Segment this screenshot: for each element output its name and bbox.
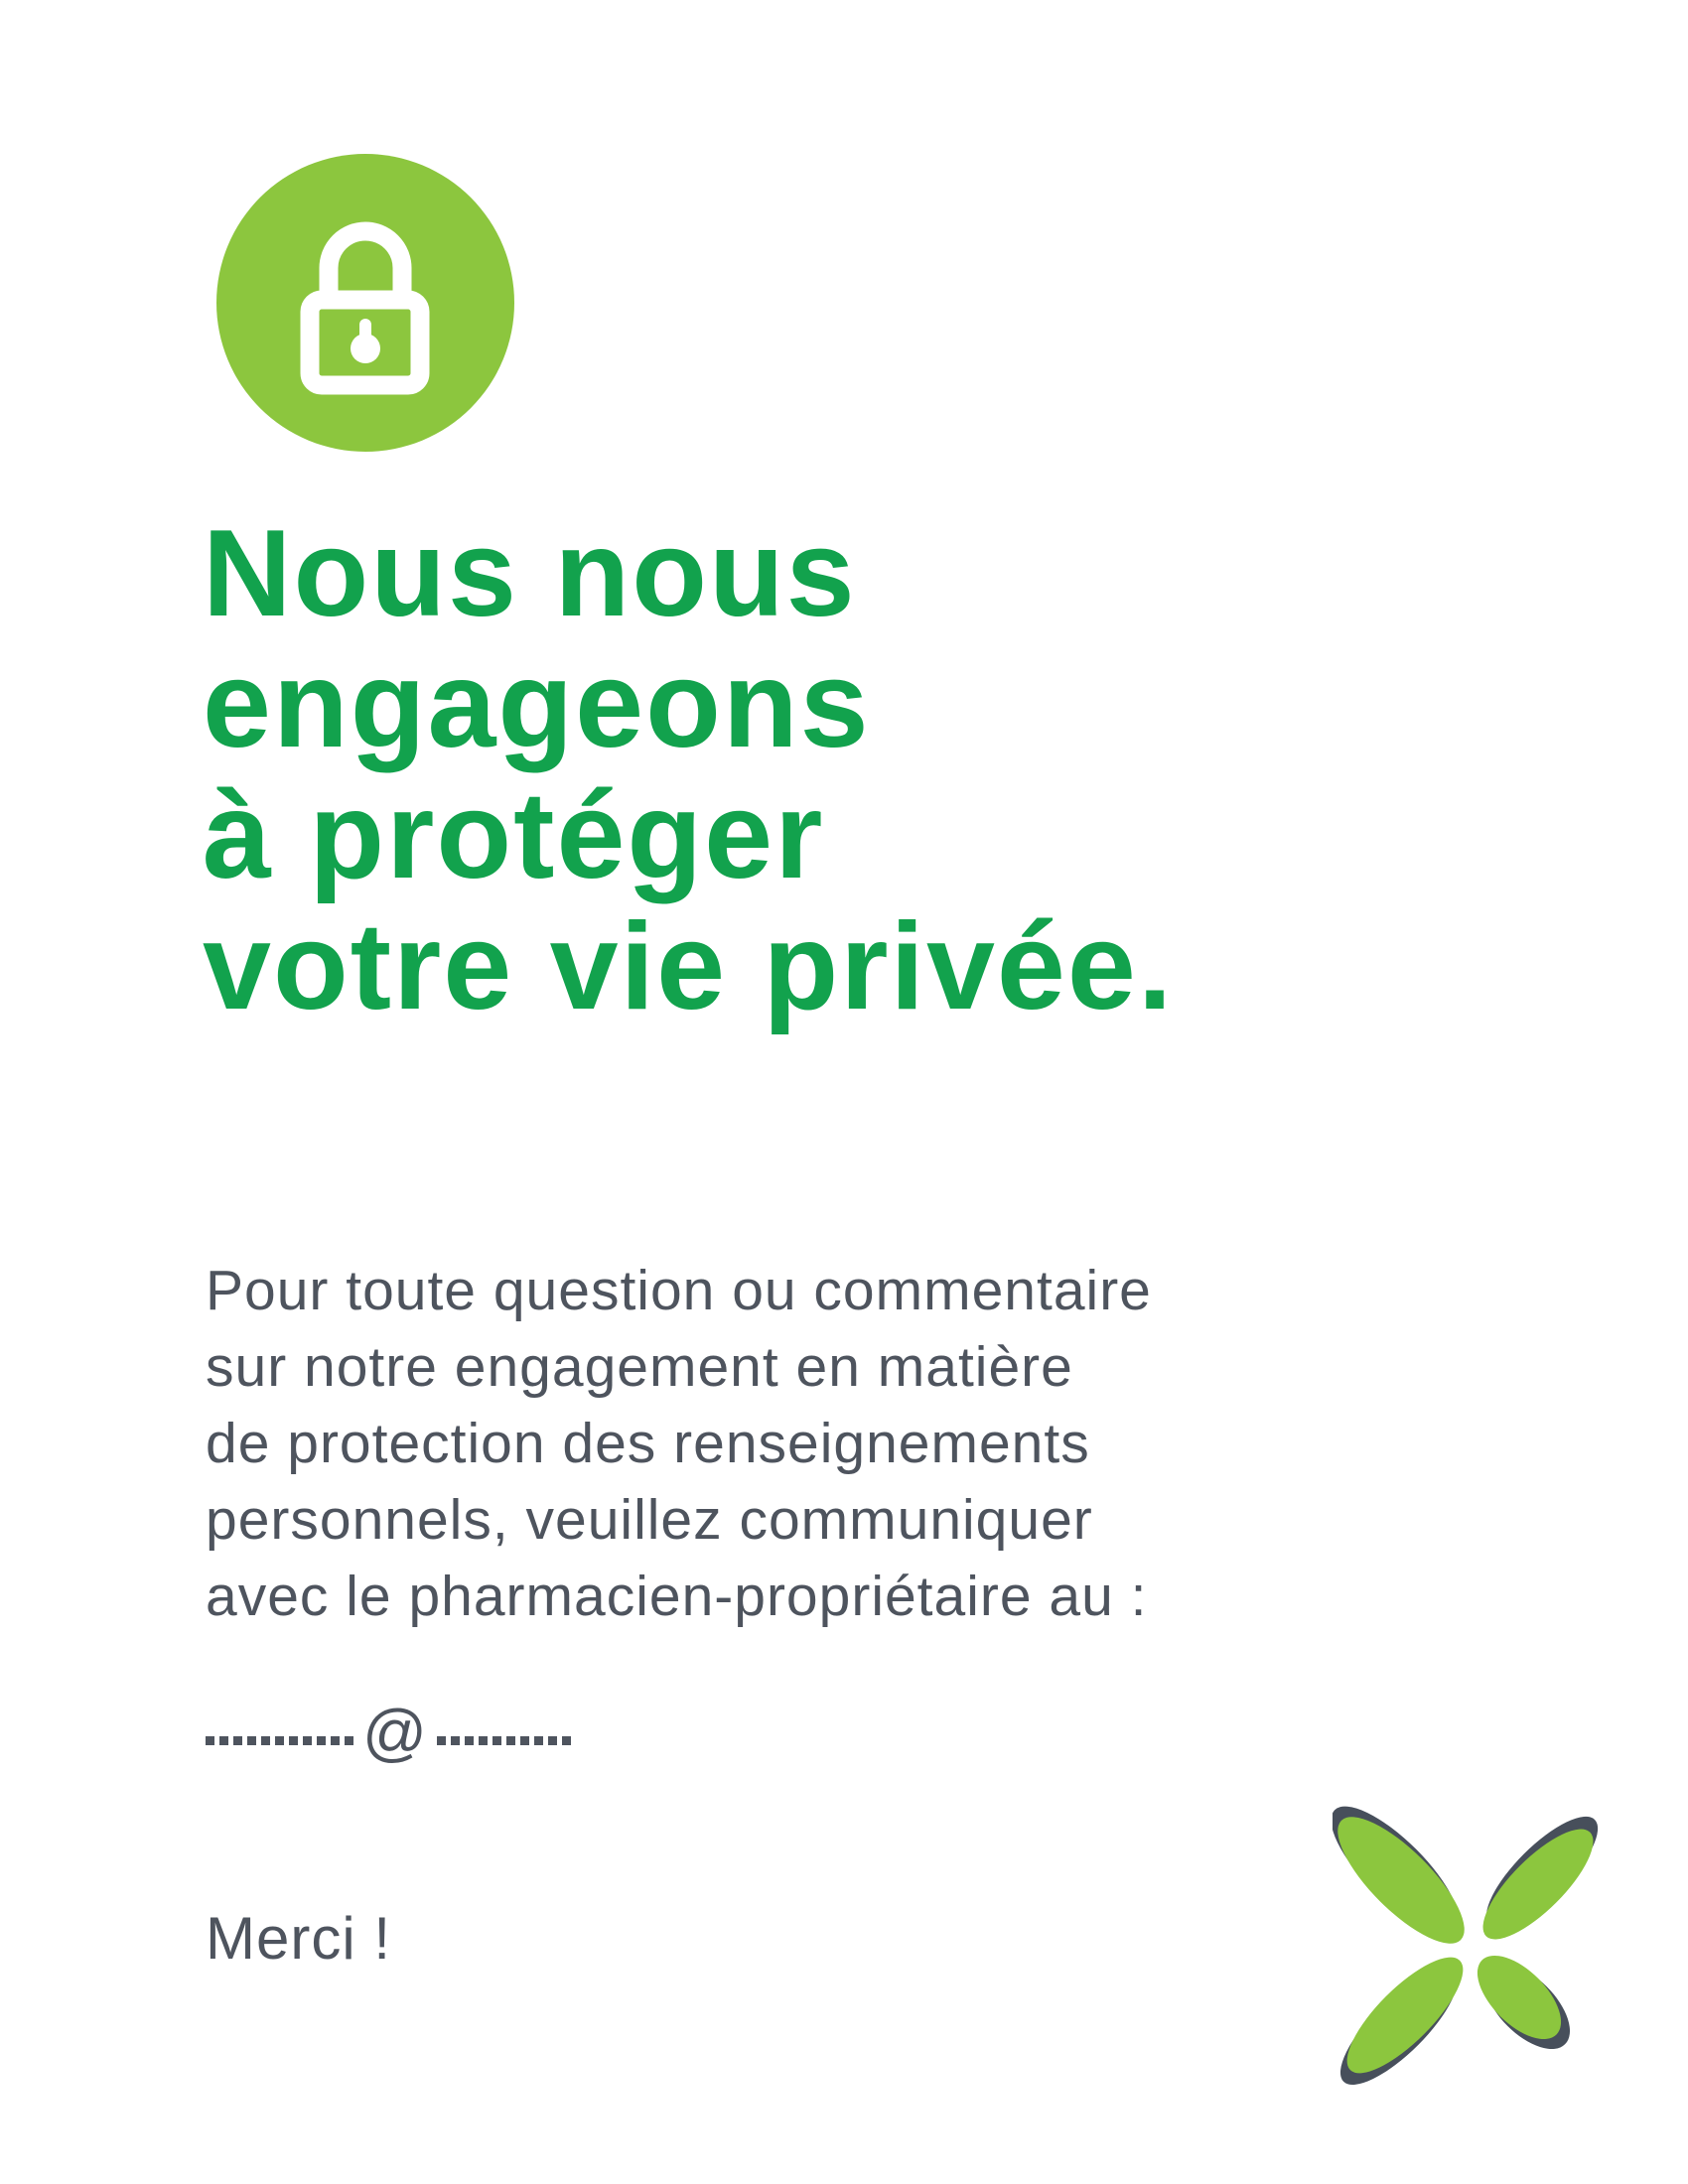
paragraph-line-5: avec le pharmacien-propriétaire au : [206, 1565, 1148, 1628]
dot [506, 1736, 515, 1745]
paragraph-line-4: personnels, veuillez communiquer [206, 1488, 1093, 1552]
dot [275, 1736, 284, 1745]
dot [345, 1736, 353, 1745]
email-fill-in-line [206, 1688, 801, 1768]
dot [479, 1736, 488, 1745]
thanks-text: Merci ! [206, 1905, 391, 1972]
title-line-3: à protéger [203, 767, 825, 904]
dot [520, 1736, 529, 1745]
dot [451, 1736, 460, 1745]
dot [437, 1736, 446, 1745]
paragraph-line-1: Pour toute question ou commentaire [206, 1259, 1152, 1322]
butterfly-logo-icon [1333, 1793, 1599, 2091]
email-dots-after [437, 1736, 576, 1745]
lock-badge [216, 154, 514, 452]
title-line-4: votre vie privée. [203, 898, 1175, 1035]
dot [303, 1736, 312, 1745]
body-paragraph [206, 1253, 1397, 1635]
dot [289, 1736, 298, 1745]
dot [492, 1736, 501, 1745]
lock-icon [216, 154, 514, 452]
paragraph-line-2: sur notre engagement en matière [206, 1335, 1073, 1399]
dot [247, 1736, 256, 1745]
dot [317, 1736, 326, 1745]
dot [331, 1736, 340, 1745]
email-dots-before [206, 1736, 358, 1745]
page-title [203, 505, 1593, 1035]
dot [534, 1736, 543, 1745]
at-symbol: @ [362, 1697, 427, 1768]
dot [233, 1736, 242, 1745]
dot [562, 1736, 571, 1745]
dot [261, 1736, 270, 1745]
paragraph-line-3: de protection des renseignements [206, 1412, 1090, 1475]
dot [206, 1736, 214, 1745]
dot [465, 1736, 474, 1745]
butterfly-logo [1333, 1793, 1599, 2091]
dot [219, 1736, 228, 1745]
title-line-2: engageons [203, 636, 871, 773]
title-line-1: Nous nous [203, 505, 857, 642]
dot [548, 1736, 557, 1745]
